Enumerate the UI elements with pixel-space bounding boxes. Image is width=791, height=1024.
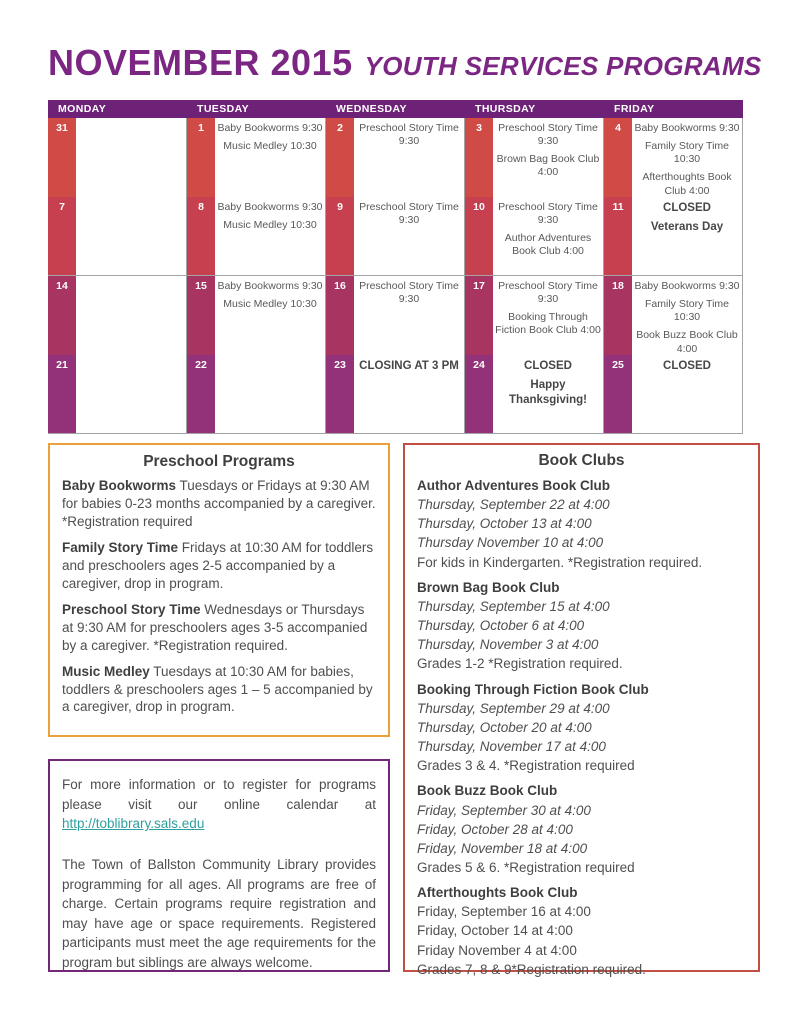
book-club (417, 476, 746, 572)
book-club-name: Book Buzz Book Club (417, 783, 558, 799)
date-number: 4 (604, 118, 632, 205)
date-number: 3 (465, 118, 493, 205)
info-register-text: For more information or to register for programs please visit our online calendar at (62, 777, 376, 812)
book-clubs-title: Book Clubs (538, 452, 625, 469)
day-header-wednesday: WEDNESDAY (336, 103, 407, 115)
day-events (354, 197, 465, 275)
program-item: Family Story Time Fridays at 10:30 AM for toddlers and preschoolers ages 2-5 accompanied by a caregiver, drop in program. (62, 539, 374, 591)
calendar-day-cell (48, 118, 187, 205)
day-events (632, 118, 743, 205)
calendar-day-cell (187, 118, 326, 205)
program-item: Preschool Story Time Wednesdays or Thursdays at 9:30 AM for preschoolers ages 3-5 accompanied by a caregiver. *Registration required. (62, 601, 368, 653)
day-events (354, 118, 465, 205)
date-number: 24 (465, 355, 493, 433)
calendar-day-cell (48, 355, 187, 433)
book-club-date: Thursday, September 22 at 4:00 (417, 497, 610, 513)
book-club (417, 781, 746, 877)
book-club-date: Thursday, October 13 at 4:00 (417, 516, 592, 532)
calendar-event: Preschool Story Time 9:30 (359, 122, 459, 148)
calendar-day-cell (187, 355, 326, 433)
book-club-name: Brown Bag Book Club (417, 579, 560, 595)
calendar-day-cell (465, 276, 604, 363)
preschool-programs-list (62, 477, 376, 716)
book-club-date: Thursday, November 17 at 4:00 (417, 739, 606, 755)
calendar-event: Brown Bag Book Club 4:00 (496, 153, 600, 179)
date-number: 8 (187, 197, 215, 275)
day-header-friday: FRIDAY (614, 103, 655, 115)
book-club-name: Booking Through Fiction Book Club (417, 681, 649, 697)
calendar-event: Happy Thanksgiving! (509, 379, 587, 406)
date-number: 14 (48, 276, 76, 363)
calendar-day-cell (465, 197, 604, 275)
day-events (215, 276, 326, 363)
date-number: 7 (48, 197, 76, 275)
info-paragraph-register (62, 775, 376, 814)
calendar-event: Family Story Time 10:30 (644, 140, 729, 166)
book-clubs-list (417, 476, 746, 979)
date-number: 15 (187, 276, 215, 363)
program-name: Baby Bookworms (62, 478, 177, 493)
calendar-week-row (48, 355, 743, 434)
info-paragraph-library: The Town of Ballston Community Library provides programming for all ages. All programs are free of charge. Certain programs require registration and may have age or space requirements. Registered participants must meet the age requirements for the program but siblings are always welcome. (62, 857, 376, 970)
calendar-event: Book Buzz Book Club 4:00 (636, 329, 738, 355)
day-events (632, 355, 743, 433)
date-number: 17 (465, 276, 493, 363)
date-number: 16 (326, 276, 354, 363)
title-month-year: NOVEMBER 2015 (48, 42, 353, 83)
calendar-grid (48, 118, 743, 434)
calendar-day-cell (326, 276, 465, 363)
day-events (493, 276, 604, 363)
book-clubs-box (403, 443, 760, 977)
day-events (632, 197, 743, 275)
day-events (215, 355, 326, 433)
program-name: Family Story Time (62, 539, 179, 555)
calendar-week-row (48, 118, 743, 197)
calendar-day-cell (465, 355, 604, 433)
calendar-event: CLOSED (663, 202, 711, 214)
calendar-week-row (48, 276, 743, 355)
date-number: 25 (604, 355, 632, 433)
calendar-event: Baby Bookworms 9:30 (217, 280, 323, 292)
day-events (215, 118, 326, 205)
calendar-event: Music Medley 10:30 (223, 219, 317, 232)
calendar-day-cell (326, 355, 465, 433)
calendar-day-cell (604, 197, 743, 275)
date-number: 23 (326, 355, 354, 433)
calendar-day-cell (326, 197, 465, 275)
day-events (493, 197, 604, 275)
day-header-thursday: THURSDAY (475, 103, 536, 115)
book-club (417, 680, 746, 776)
title-subtitle: YOUTH SERVICES PROGRAMS (364, 51, 762, 81)
calendar-event: Baby Bookworms 9:30 (217, 201, 323, 213)
calendar-day-cell (604, 355, 743, 433)
book-club-note: Grades 5 & 6. *Registration required (417, 859, 635, 875)
calendar-event: Baby Bookworms 9:30 (217, 122, 323, 134)
calendar-event: Preschool Story Time 9:30 (359, 280, 459, 306)
book-club (417, 883, 746, 979)
day-events (76, 355, 187, 433)
date-number: 21 (48, 355, 76, 433)
calendar-day-cell (187, 197, 326, 275)
book-club-date: Thursday, September 29 at 4:00 (417, 700, 610, 716)
day-events (76, 276, 187, 363)
book-club-date: Friday, October 14 at 4:00 (417, 923, 573, 939)
calendar-day-cell (326, 118, 465, 205)
preschool-programs-box (48, 443, 390, 737)
calendar-day-cell (48, 197, 187, 275)
calendar-event: Veterans Day (650, 221, 724, 234)
book-club-note: For kids in Kindergarten. *Registration required. (417, 554, 703, 570)
book-club (417, 578, 746, 674)
calendar-day-cell (604, 118, 743, 205)
calendar-event: CLOSED (524, 360, 572, 372)
page-title (48, 42, 762, 84)
program-name: Preschool Story Time (62, 601, 201, 617)
program-name: Music Medley (62, 663, 150, 679)
calendar-week-row (48, 197, 743, 276)
calendar (48, 100, 743, 434)
date-number: 2 (326, 118, 354, 205)
book-club-note: Grades 7, 8 & 9*Registration required. (417, 961, 646, 977)
program-item: Music Medley Tuesdays at 10:30 AM for babies, toddlers & preschoolers ages 1 – 5 accompanied by a caregiver, drop in program. (62, 663, 373, 715)
calendar-event: Music Medley 10:30 (223, 298, 317, 311)
calendar-day-header-row (48, 100, 743, 118)
calendar-event: Music Medley 10:30 (223, 140, 317, 153)
calendar-event: Baby Bookworms 9:30 (634, 122, 740, 134)
calendar-event: Author Adventures Book Club 4:00 (504, 232, 592, 258)
day-events (632, 276, 743, 363)
calendar-day-cell (465, 118, 604, 205)
book-club-date: Thursday November 10 at 4:00 (417, 535, 604, 551)
date-number: 11 (604, 197, 632, 275)
info-box (48, 759, 390, 972)
book-club-date: Friday, October 28 at 4:00 (417, 821, 573, 837)
calendar-day-cell (48, 276, 187, 363)
calendar-event: CLOSING AT 3 PM (359, 360, 459, 372)
calendar-event: Booking Through Fiction Book Club 4:00 (495, 311, 601, 337)
calendar-day-cell (187, 276, 326, 363)
book-club-note: Grades 1-2 *Registration required. (417, 656, 623, 672)
calendar-event: Preschool Story Time 9:30 (498, 122, 598, 148)
day-events (354, 355, 465, 433)
calendar-event: CLOSED (663, 360, 711, 372)
calendar-day-cell (604, 276, 743, 363)
book-club-date: Friday, September 30 at 4:00 (417, 802, 591, 818)
calendar-event: Preschool Story Time 9:30 (359, 201, 459, 227)
day-events (354, 276, 465, 363)
book-club-date: Friday November 4 at 4:00 (417, 942, 577, 958)
day-events (493, 118, 604, 205)
book-club-date: Thursday, October 20 at 4:00 (417, 719, 592, 735)
day-events (76, 118, 187, 205)
calendar-event: Preschool Story Time 9:30 (498, 280, 598, 306)
calendar-event: Afterthoughts Book Club 4:00 (642, 171, 732, 197)
program-item: Baby Bookworms Tuesdays or Fridays at 9:30 AM for babies 0-23 months accompanied by a caregiver. *Registration required (62, 478, 376, 529)
book-club-name: Author Adventures Book Club (417, 478, 611, 493)
date-number: 1 (187, 118, 215, 205)
date-number: 18 (604, 276, 632, 363)
date-number: 9 (326, 197, 354, 275)
calendar-event: Family Story Time 10:30 (644, 298, 729, 324)
day-events (215, 197, 326, 275)
book-club-date: Thursday, October 6 at 4:00 (417, 618, 585, 634)
date-number: 31 (48, 118, 76, 205)
day-header-tuesday: TUESDAY (197, 103, 250, 115)
book-club-date: Friday, September 16 at 4:00 (417, 904, 591, 920)
preschool-programs-title: Preschool Programs (143, 453, 295, 470)
calendar-event: Preschool Story Time 9:30 (498, 201, 598, 227)
day-header-monday: MONDAY (58, 103, 107, 115)
book-club-date: Thursday, November 3 at 4:00 (417, 637, 599, 653)
date-number: 22 (187, 355, 215, 433)
date-number: 10 (465, 197, 493, 275)
book-club-name: Afterthoughts Book Club (417, 885, 578, 901)
book-club-date: Thursday, September 15 at 4:00 (417, 598, 610, 614)
day-events (493, 355, 604, 433)
book-club-date: Friday, November 18 at 4:00 (417, 840, 588, 856)
calendar-event: Baby Bookworms 9:30 (634, 280, 740, 292)
day-events (76, 197, 187, 275)
library-calendar-link[interactable]: http://toblibrary.sals.edu (62, 816, 205, 832)
book-club-note: Grades 3 & 4. *Registration required (417, 758, 635, 774)
